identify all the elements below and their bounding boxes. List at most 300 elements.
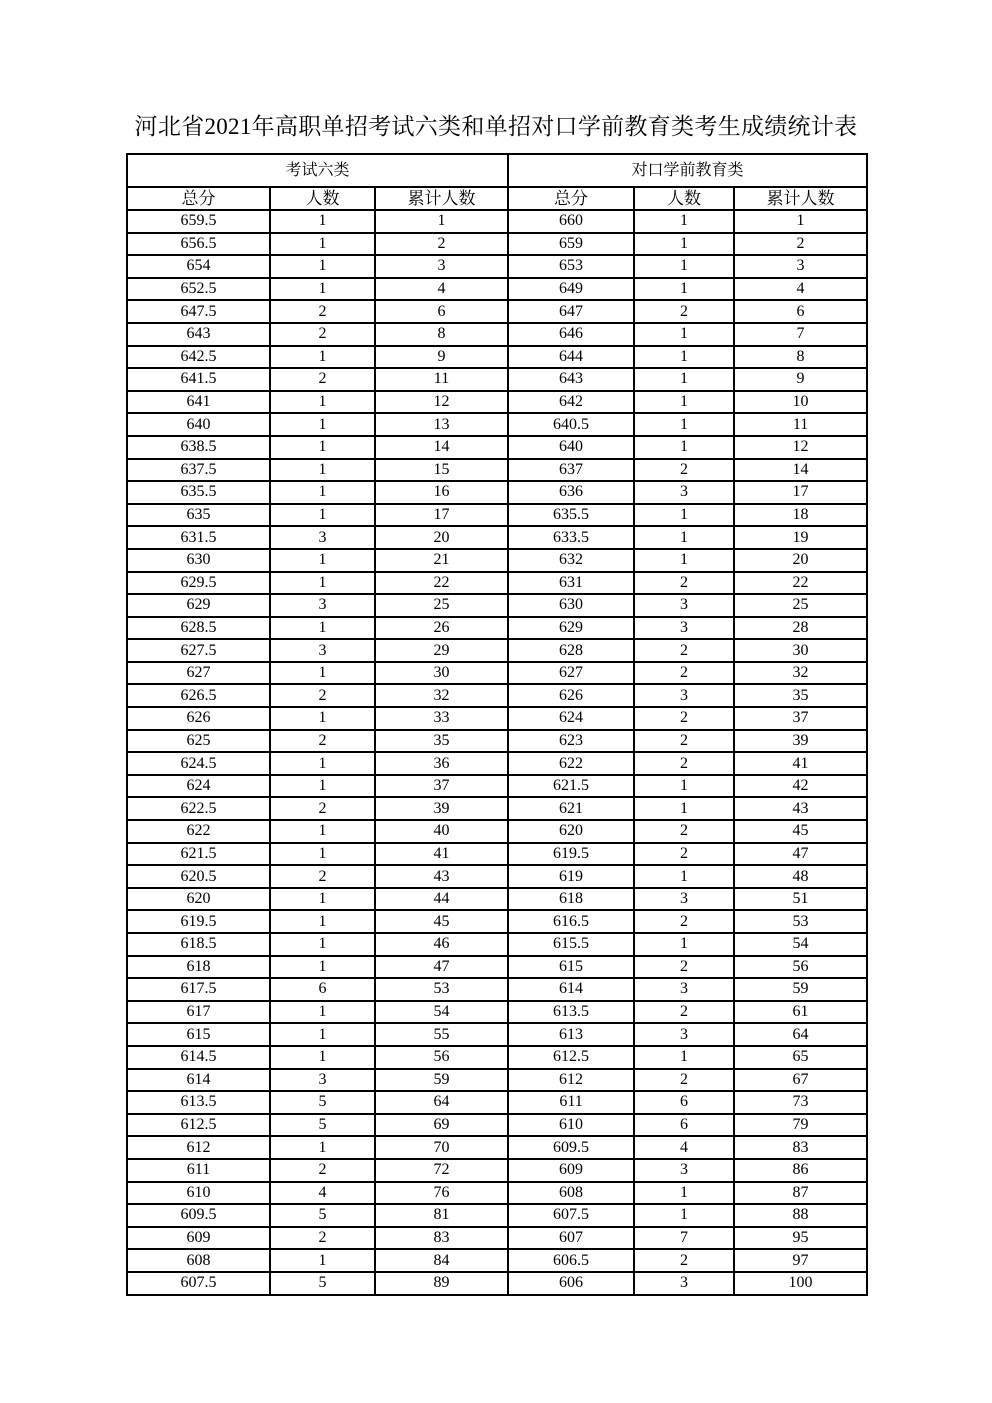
- count-cell: 1: [270, 413, 375, 436]
- count-cell: 2: [634, 1001, 734, 1024]
- cumulative-cell: 2: [734, 233, 867, 256]
- total-score-cell: 621.5: [127, 843, 270, 866]
- count-cell: 1: [270, 662, 375, 685]
- count-cell: 1: [270, 233, 375, 256]
- count-cell: 4: [270, 1182, 375, 1205]
- cumulative-cell: 19: [734, 526, 867, 549]
- table-row: [127, 233, 867, 256]
- count-cell: 1: [270, 707, 375, 730]
- total-score-cell: 641.5: [127, 368, 270, 391]
- table-row: [127, 300, 867, 323]
- total-score-cell: 612.5: [127, 1114, 270, 1137]
- total-score-cell: 644: [508, 346, 634, 369]
- cumulative-cell: 56: [734, 956, 867, 979]
- count-cell: 5: [270, 1114, 375, 1137]
- total-score-cell: 609: [127, 1227, 270, 1250]
- count-cell: 2: [634, 730, 734, 753]
- count-cell: 2: [634, 910, 734, 933]
- cumulative-cell: 11: [734, 413, 867, 436]
- total-score-cell: 614: [127, 1069, 270, 1092]
- total-score-cell: 611: [127, 1159, 270, 1182]
- total-score-cell: 647.5: [127, 300, 270, 323]
- table-row: [127, 888, 867, 911]
- total-score-cell: 629: [127, 594, 270, 617]
- cumulative-cell: 7: [734, 323, 867, 346]
- total-score-cell: 606.5: [508, 1249, 634, 1272]
- total-score-cell: 610: [127, 1182, 270, 1205]
- total-score-cell: 622.5: [127, 797, 270, 820]
- count-cell: 7: [634, 1227, 734, 1250]
- total-score-cell: 629.5: [127, 572, 270, 595]
- cumulative-cell: 14: [375, 436, 508, 459]
- total-score-cell: 609.5: [508, 1136, 634, 1159]
- total-score-cell: 623: [508, 730, 634, 753]
- count-cell: 1: [634, 775, 734, 798]
- total-score-cell: 643: [508, 368, 634, 391]
- cumulative-cell: 53: [734, 910, 867, 933]
- cumulative-cell: 100: [734, 1272, 867, 1295]
- count-cell: 2: [634, 752, 734, 775]
- total-score-cell: 616.5: [508, 910, 634, 933]
- cumulative-cell: 39: [375, 797, 508, 820]
- count-cell: 1: [634, 504, 734, 527]
- table-row: [127, 707, 867, 730]
- cumulative-cell: 97: [734, 1249, 867, 1272]
- table-row: [127, 1204, 867, 1227]
- cumulative-cell: 8: [734, 346, 867, 369]
- total-score-cell: 656.5: [127, 233, 270, 256]
- total-score-cell: 615: [508, 956, 634, 979]
- cumulative-cell: 41: [375, 843, 508, 866]
- cumulative-cell: 72: [375, 1159, 508, 1182]
- group-header-preschool-education: 对口学前教育类: [508, 154, 867, 187]
- count-cell: 3: [270, 594, 375, 617]
- cumulative-cell: 30: [375, 662, 508, 685]
- cumulative-cell: 87: [734, 1182, 867, 1205]
- cumulative-cell: 8: [375, 323, 508, 346]
- total-score-cell: 620.5: [127, 865, 270, 888]
- count-cell: 1: [634, 413, 734, 436]
- cumulative-cell: 44: [375, 888, 508, 911]
- table-row: [127, 933, 867, 956]
- count-cell: 2: [634, 707, 734, 730]
- group-header-row: [127, 154, 867, 187]
- count-cell: 1: [270, 1001, 375, 1024]
- total-score-cell: 619.5: [127, 910, 270, 933]
- total-score-cell: 607: [508, 1227, 634, 1250]
- table-row: [127, 504, 867, 527]
- count-cell: 4: [634, 1136, 734, 1159]
- count-cell: 1: [270, 210, 375, 233]
- total-score-cell: 638.5: [127, 436, 270, 459]
- table-row: [127, 1114, 867, 1137]
- cumulative-cell: 16: [375, 481, 508, 504]
- count-cell: 1: [270, 278, 375, 301]
- total-score-cell: 642.5: [127, 346, 270, 369]
- total-score-cell: 608: [508, 1182, 634, 1205]
- count-cell: 2: [270, 684, 375, 707]
- total-score-cell: 653: [508, 255, 634, 278]
- cumulative-cell: 83: [734, 1136, 867, 1159]
- cumulative-cell: 51: [734, 888, 867, 911]
- count-cell: 1: [270, 572, 375, 595]
- total-score-cell: 627.5: [127, 639, 270, 662]
- count-cell: 1: [270, 910, 375, 933]
- table-row: [127, 843, 867, 866]
- total-score-cell: 630: [127, 549, 270, 572]
- table-row: [127, 1023, 867, 1046]
- count-cell: 1: [270, 1136, 375, 1159]
- cumulative-cell: 20: [375, 526, 508, 549]
- cumulative-cell: 47: [734, 843, 867, 866]
- table-row: [127, 662, 867, 685]
- total-score-cell: 640: [508, 436, 634, 459]
- table-row: [127, 1159, 867, 1182]
- count-cell: 3: [270, 639, 375, 662]
- total-score-cell: 612: [127, 1136, 270, 1159]
- count-cell: 3: [634, 888, 734, 911]
- count-cell: 1: [270, 775, 375, 798]
- count-cell: 6: [634, 1091, 734, 1114]
- count-cell: 2: [634, 639, 734, 662]
- count-cell: 1: [270, 391, 375, 414]
- total-score-cell: 607.5: [508, 1204, 634, 1227]
- column-header-cumulative: 累计人数: [375, 187, 508, 210]
- cumulative-cell: 37: [734, 707, 867, 730]
- cumulative-cell: 9: [375, 346, 508, 369]
- cumulative-cell: 32: [734, 662, 867, 685]
- table-row: [127, 752, 867, 775]
- score-statistics-table: [126, 153, 868, 1296]
- cumulative-cell: 35: [375, 730, 508, 753]
- count-cell: 3: [634, 1023, 734, 1046]
- table-row: [127, 572, 867, 595]
- cumulative-cell: 45: [734, 820, 867, 843]
- cumulative-cell: 89: [375, 1272, 508, 1295]
- total-score-cell: 636: [508, 481, 634, 504]
- count-cell: 2: [634, 820, 734, 843]
- count-cell: 2: [634, 662, 734, 685]
- cumulative-cell: 14: [734, 459, 867, 482]
- column-header-row: [127, 187, 867, 210]
- total-score-cell: 624: [127, 775, 270, 798]
- table-row: [127, 436, 867, 459]
- count-cell: 3: [634, 978, 734, 1001]
- count-cell: 1: [270, 888, 375, 911]
- table-row: [127, 1227, 867, 1250]
- count-cell: 5: [270, 1272, 375, 1295]
- count-cell: 6: [270, 978, 375, 1001]
- cumulative-cell: 47: [375, 956, 508, 979]
- table-row: [127, 368, 867, 391]
- cumulative-cell: 3: [734, 255, 867, 278]
- total-score-cell: 629: [508, 617, 634, 640]
- count-cell: 3: [634, 594, 734, 617]
- cumulative-cell: 59: [734, 978, 867, 1001]
- total-score-cell: 607.5: [127, 1272, 270, 1295]
- count-cell: 1: [270, 1023, 375, 1046]
- column-header-count: 人数: [270, 187, 375, 210]
- count-cell: 1: [634, 1046, 734, 1069]
- total-score-cell: 621: [508, 797, 634, 820]
- count-cell: 2: [634, 459, 734, 482]
- total-score-cell: 654: [127, 255, 270, 278]
- cumulative-cell: 53: [375, 978, 508, 1001]
- count-cell: 2: [634, 1249, 734, 1272]
- cumulative-cell: 61: [734, 1001, 867, 1024]
- total-score-cell: 641: [127, 391, 270, 414]
- table-row: [127, 1136, 867, 1159]
- total-score-cell: 617: [127, 1001, 270, 1024]
- cumulative-cell: 84: [375, 1249, 508, 1272]
- total-score-cell: 611: [508, 1091, 634, 1114]
- cumulative-cell: 29: [375, 639, 508, 662]
- total-score-cell: 626: [508, 684, 634, 707]
- count-cell: 1: [270, 933, 375, 956]
- total-score-cell: 649: [508, 278, 634, 301]
- total-score-cell: 620: [508, 820, 634, 843]
- cumulative-cell: 22: [375, 572, 508, 595]
- table-row: [127, 481, 867, 504]
- count-cell: 1: [270, 504, 375, 527]
- total-score-cell: 646: [508, 323, 634, 346]
- cumulative-cell: 6: [734, 300, 867, 323]
- count-cell: 1: [634, 933, 734, 956]
- count-cell: 1: [270, 481, 375, 504]
- total-score-cell: 614: [508, 978, 634, 1001]
- count-cell: 2: [634, 956, 734, 979]
- cumulative-cell: 79: [734, 1114, 867, 1137]
- count-cell: 3: [634, 1272, 734, 1295]
- count-cell: 1: [634, 368, 734, 391]
- count-cell: 1: [270, 617, 375, 640]
- table-row: [127, 1182, 867, 1205]
- total-score-cell: 625: [127, 730, 270, 753]
- count-cell: 2: [634, 843, 734, 866]
- cumulative-cell: 30: [734, 639, 867, 662]
- table-row: [127, 617, 867, 640]
- cumulative-cell: 18: [734, 504, 867, 527]
- count-cell: 2: [270, 323, 375, 346]
- total-score-cell: 631: [508, 572, 634, 595]
- count-cell: 1: [634, 233, 734, 256]
- total-score-cell: 614.5: [127, 1046, 270, 1069]
- count-cell: 1: [270, 549, 375, 572]
- table-row: [127, 526, 867, 549]
- count-cell: 1: [270, 255, 375, 278]
- count-cell: 1: [634, 210, 734, 233]
- count-cell: 1: [634, 549, 734, 572]
- table-row: [127, 459, 867, 482]
- cumulative-cell: 56: [375, 1046, 508, 1069]
- table-row: [127, 1046, 867, 1069]
- table-row: [127, 978, 867, 1001]
- cumulative-cell: 17: [375, 504, 508, 527]
- count-cell: 3: [634, 617, 734, 640]
- total-score-cell: 630: [508, 594, 634, 617]
- count-cell: 1: [634, 255, 734, 278]
- cumulative-cell: 6: [375, 300, 508, 323]
- table-row: [127, 413, 867, 436]
- cumulative-cell: 88: [734, 1204, 867, 1227]
- column-header-total-score: 总分: [508, 187, 634, 210]
- table-row: [127, 549, 867, 572]
- total-score-cell: 618: [508, 888, 634, 911]
- total-score-cell: 613: [508, 1023, 634, 1046]
- table-row: [127, 1249, 867, 1272]
- total-score-cell: 617.5: [127, 978, 270, 1001]
- total-score-cell: 609.5: [127, 1204, 270, 1227]
- total-score-cell: 624.5: [127, 752, 270, 775]
- total-score-cell: 612.5: [508, 1046, 634, 1069]
- total-score-cell: 610: [508, 1114, 634, 1137]
- cumulative-cell: 22: [734, 572, 867, 595]
- count-cell: 3: [634, 684, 734, 707]
- table-row: [127, 1001, 867, 1024]
- total-score-cell: 632: [508, 549, 634, 572]
- cumulative-cell: 64: [734, 1023, 867, 1046]
- count-cell: 1: [634, 346, 734, 369]
- cumulative-cell: 54: [375, 1001, 508, 1024]
- count-cell: 2: [634, 1069, 734, 1092]
- cumulative-cell: 95: [734, 1227, 867, 1250]
- count-cell: 1: [634, 797, 734, 820]
- total-score-cell: 660: [508, 210, 634, 233]
- count-cell: 1: [270, 346, 375, 369]
- table-row: [127, 775, 867, 798]
- total-score-cell: 631.5: [127, 526, 270, 549]
- total-score-cell: 633.5: [508, 526, 634, 549]
- column-header-total-score: 总分: [127, 187, 270, 210]
- count-cell: 5: [270, 1091, 375, 1114]
- table-row: [127, 391, 867, 414]
- column-header-count: 人数: [634, 187, 734, 210]
- cumulative-cell: 11: [375, 368, 508, 391]
- cumulative-cell: 76: [375, 1182, 508, 1205]
- total-score-cell: 637: [508, 459, 634, 482]
- total-score-cell: 635.5: [508, 504, 634, 527]
- table-row: [127, 684, 867, 707]
- cumulative-cell: 69: [375, 1114, 508, 1137]
- cumulative-cell: 3: [375, 255, 508, 278]
- table-row: [127, 255, 867, 278]
- count-cell: 2: [270, 1227, 375, 1250]
- total-score-cell: 642: [508, 391, 634, 414]
- total-score-cell: 619: [508, 865, 634, 888]
- count-cell: 2: [634, 572, 734, 595]
- count-cell: 1: [270, 956, 375, 979]
- cumulative-cell: 67: [734, 1069, 867, 1092]
- count-cell: 3: [270, 526, 375, 549]
- count-cell: 1: [634, 391, 734, 414]
- cumulative-cell: 81: [375, 1204, 508, 1227]
- table-row: [127, 956, 867, 979]
- cumulative-cell: 9: [734, 368, 867, 391]
- total-score-cell: 640: [127, 413, 270, 436]
- total-score-cell: 622: [508, 752, 634, 775]
- cumulative-cell: 20: [734, 549, 867, 572]
- count-cell: 6: [634, 1114, 734, 1137]
- cumulative-cell: 25: [375, 594, 508, 617]
- cumulative-cell: 33: [375, 707, 508, 730]
- count-cell: 1: [634, 526, 734, 549]
- cumulative-cell: 64: [375, 1091, 508, 1114]
- total-score-cell: 621.5: [508, 775, 634, 798]
- table-row: [127, 865, 867, 888]
- count-cell: 2: [270, 368, 375, 391]
- total-score-cell: 635.5: [127, 481, 270, 504]
- table-row: [127, 1069, 867, 1092]
- table-row: [127, 910, 867, 933]
- total-score-cell: 652.5: [127, 278, 270, 301]
- table-row: [127, 210, 867, 233]
- cumulative-cell: 2: [375, 233, 508, 256]
- cumulative-cell: 39: [734, 730, 867, 753]
- cumulative-cell: 1: [375, 210, 508, 233]
- table-row: [127, 1091, 867, 1114]
- count-cell: 1: [270, 752, 375, 775]
- cumulative-cell: 36: [375, 752, 508, 775]
- table-row: [127, 323, 867, 346]
- cumulative-cell: 43: [734, 797, 867, 820]
- total-score-cell: 628: [508, 639, 634, 662]
- count-cell: 3: [270, 1069, 375, 1092]
- count-cell: 2: [270, 1159, 375, 1182]
- total-score-cell: 608: [127, 1249, 270, 1272]
- cumulative-cell: 65: [734, 1046, 867, 1069]
- count-cell: 1: [270, 459, 375, 482]
- count-cell: 1: [634, 1204, 734, 1227]
- count-cell: 1: [634, 323, 734, 346]
- cumulative-cell: 32: [375, 684, 508, 707]
- total-score-cell: 606: [508, 1272, 634, 1295]
- count-cell: 1: [270, 436, 375, 459]
- cumulative-cell: 37: [375, 775, 508, 798]
- total-score-cell: 643: [127, 323, 270, 346]
- total-score-cell: 613.5: [508, 1001, 634, 1024]
- column-header-cumulative: 累计人数: [734, 187, 867, 210]
- count-cell: 2: [270, 300, 375, 323]
- table-row: [127, 346, 867, 369]
- cumulative-cell: 13: [375, 413, 508, 436]
- cumulative-cell: 4: [375, 278, 508, 301]
- count-cell: 2: [270, 865, 375, 888]
- total-score-cell: 619.5: [508, 843, 634, 866]
- total-score-cell: 635: [127, 504, 270, 527]
- total-score-cell: 626.5: [127, 684, 270, 707]
- cumulative-cell: 26: [375, 617, 508, 640]
- total-score-cell: 659: [508, 233, 634, 256]
- document-title: 河北省2021年高职单招考试六类和单招对口学前教育类考生成绩统计表: [134, 114, 858, 139]
- count-cell: 2: [270, 730, 375, 753]
- table-row: [127, 820, 867, 843]
- total-score-cell: 613.5: [127, 1091, 270, 1114]
- cumulative-cell: 48: [734, 865, 867, 888]
- cumulative-cell: 83: [375, 1227, 508, 1250]
- total-score-cell: 609: [508, 1159, 634, 1182]
- cumulative-cell: 12: [375, 391, 508, 414]
- cumulative-cell: 41: [734, 752, 867, 775]
- cumulative-cell: 21: [375, 549, 508, 572]
- cumulative-cell: 54: [734, 933, 867, 956]
- count-cell: 2: [634, 300, 734, 323]
- cumulative-cell: 25: [734, 594, 867, 617]
- count-cell: 2: [270, 797, 375, 820]
- total-score-cell: 627: [127, 662, 270, 685]
- group-header-six-categories: 考试六类: [127, 154, 508, 187]
- total-score-cell: 647: [508, 300, 634, 323]
- cumulative-cell: 17: [734, 481, 867, 504]
